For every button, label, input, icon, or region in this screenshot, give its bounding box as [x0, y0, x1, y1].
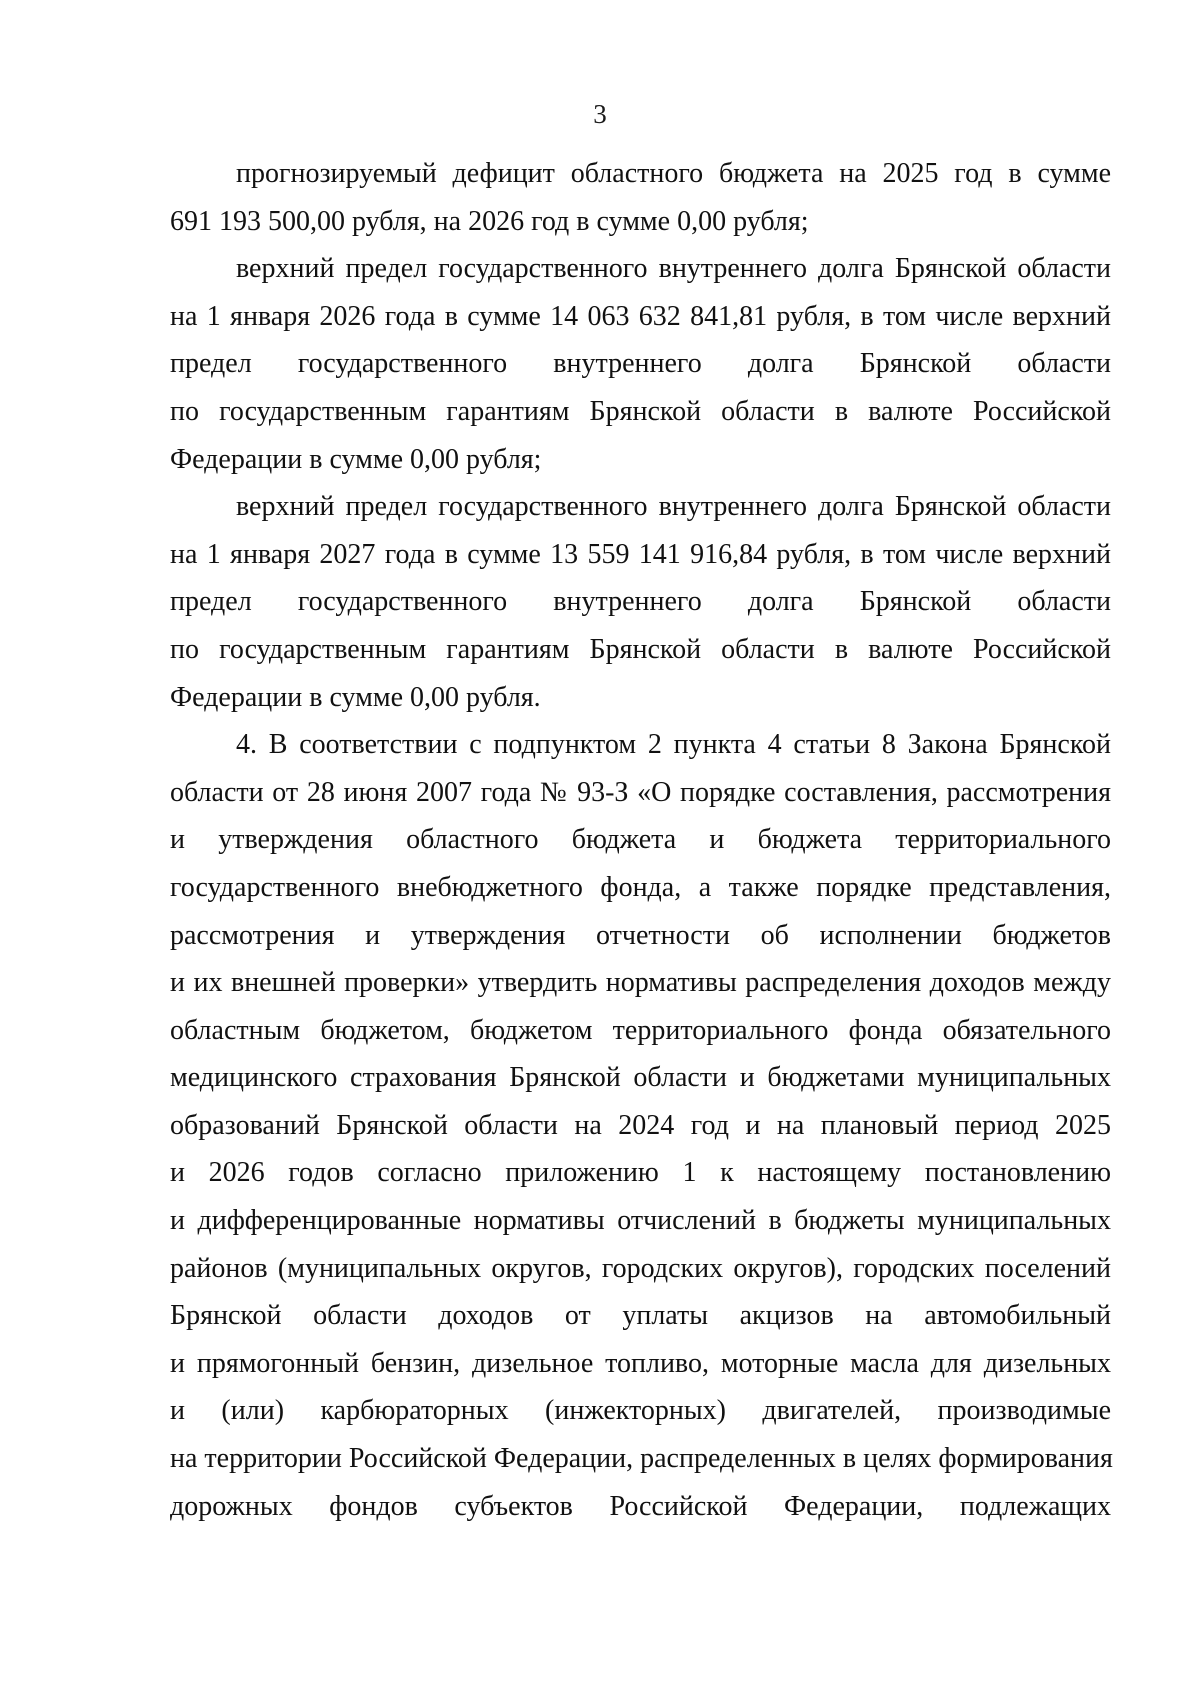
text-line: 4. В соответствии с подпунктом 2 пункта 4 статьи 8 Закона Брянской [236, 729, 1111, 761]
text-line: дорожных фондов субъектов Российской Федерации, подлежащих [170, 1490, 1111, 1522]
text-line: и (или) карбюраторных (инжекторных) двигателей, производимые [170, 1395, 1111, 1427]
text-line: Федерации в сумме 0,00 рубля. [170, 681, 541, 713]
text-line: районов (муниципальных округов, городских округов), городских поселений [170, 1252, 1111, 1284]
text-line: на территории Российской Федерации, распределенных в целях формирования [170, 1443, 1113, 1475]
text-line: образований Брянской области на 2024 год и на плановый период 2025 [170, 1109, 1111, 1141]
text-line: предел государственного внутреннего долга Брянской области [170, 348, 1111, 380]
paragraph-deficit [170, 150, 1111, 245]
text-line: Брянской области доходов от уплаты акцизов на автомобильный [170, 1300, 1111, 1332]
text-line: областным бюджетом, бюджетом территориального фонда обязательного [170, 1014, 1111, 1046]
paragraph-section-4 [170, 721, 1111, 1530]
text-line: на 1 января 2027 года в сумме 13 559 141 916,84 рубля, в том числе верхний [170, 538, 1111, 570]
text-line: рассмотрения и утверждения отчетности об исполнении бюджетов [170, 919, 1111, 951]
text-line: предел государственного внутреннего долга Брянской области [170, 586, 1111, 618]
text-line: прогнозируемый дефицит областного бюджета на 2025 год в сумме [236, 158, 1111, 189]
text-line: верхний предел государственного внутреннего долга Брянской области [236, 491, 1111, 523]
paragraph-debt-limit-2026 [170, 245, 1111, 483]
text-line: и прямогонный бензин, дизельное топливо, моторные масла для дизельных [170, 1347, 1111, 1379]
document-body [170, 150, 1111, 1530]
text-line: и утверждения областного бюджета и бюджета территориального [170, 824, 1111, 856]
text-line: государственного внебюджетного фонда, а также порядке представления, [170, 871, 1111, 903]
text-line: 691 193 500,00 рубля, на 2026 год в сумме 0,00 рубля; [170, 205, 809, 237]
text-line: верхний предел государственного внутреннего долга Брянской области [236, 253, 1111, 285]
text-line: Федерации в сумме 0,00 рубля; [170, 443, 542, 475]
text-line: области от 28 июня 2007 года № 93-З «О порядке составления, рассмотрения [170, 776, 1111, 808]
text-line: медицинского страхования Брянской области и бюджетами муниципальных [170, 1062, 1111, 1094]
page-number: 3 [593, 99, 607, 129]
paragraph-debt-limit-2027 [170, 483, 1111, 721]
text-line: и их внешней проверки» утвердить нормативы распределения доходов между [170, 967, 1111, 999]
text-line: по государственным гарантиям Брянской области в валюте Российской [170, 633, 1111, 665]
text-line: на 1 января 2026 года в сумме 14 063 632 841,81 рубля, в том числе верхний [170, 300, 1111, 332]
text-line: и дифференцированные нормативы отчислений в бюджеты муниципальных [170, 1205, 1111, 1237]
text-line: по государственным гарантиям Брянской области в валюте Российской [170, 395, 1111, 427]
text-line: и 2026 годов согласно приложению 1 к настоящему постановлению [170, 1157, 1111, 1189]
